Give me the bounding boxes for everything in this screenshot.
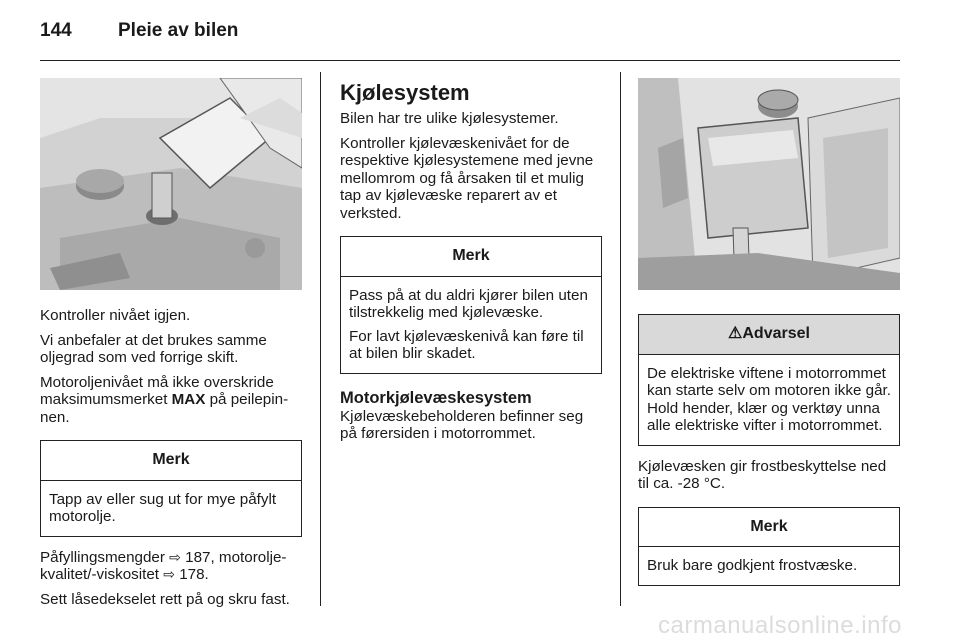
text-three-systems: Bilen har tre ulike kjølesystemer. [340,110,559,127]
text-max-mark: Motoroljenivået må ikke overskride maksimumsmerket MAX på peilepinnen. [40,373,289,426]
note-text: Bruk bare godkjent frostvæske. [647,557,858,574]
text-check-coolant: Kontroller kjølevæskenivået for de respektive kjølesystemene med jevne mellomrom og få årsaken til et mulig tap av kjølevæske reparert av et verksted. [340,134,594,222]
warning-title: ⚠Advarsel [639,315,899,355]
column-2 [340,80,602,450]
text-fill-quantities: Påfyllingsmengder ⇨ 187, motoroljekvalitet/-viskositet ⇨ 178. [40,548,287,583]
link-page-178[interactable]: 178 [179,566,205,583]
watermark: carmanualsonline.info [658,612,902,639]
note-text: Pass på at du aldri kjører bilen uten tilstrekkelig med kjølevæske. [349,286,588,321]
note-title: Merk [639,508,899,548]
subsection-heading: Motorkjølevæskesystem [340,388,532,407]
max-label: MAX [171,391,206,408]
text-check-level: Kontroller nivået igjen. [40,307,191,324]
note-box-antifreeze [638,507,900,586]
note-title: Merk [41,441,301,481]
text-oil-grade: Vi anbefaler at det brukes samme oljegrad som ved forrige skift. [40,331,267,366]
note-text: Tapp av eller sug ut for mye påfylt motorolje. [49,490,277,525]
warning-box [638,314,900,446]
text-frost-protection: Kjølevæsken gir frostbeskyttelse ned til ca. -28 °C. [638,457,887,492]
page-title: Pleie av bilen [118,20,239,41]
column-1 [40,78,302,615]
column-3 [638,78,900,586]
coolant-reservoir-illustration [638,78,900,290]
header-rule [40,60,900,61]
note-box-oil [40,440,302,537]
link-page-187[interactable]: 187 [185,548,211,566]
text-lock-cover: Sett låsedekselet rett på og skru fast. [40,590,290,608]
note-box-coolant [340,236,602,374]
note-title: Merk [341,237,601,277]
warning-text: De elektriske viftene i motorrommet kan starte selv om motoren ikke går. Hold hender, klær og verktøy unna alle elektriske vifter i motorrommet. [647,364,891,434]
ref-arrow-icon: ⇨ [169,548,181,565]
column-divider-left [320,72,321,606]
ref-arrow-icon: ⇨ [163,566,175,582]
page-number: 144 [40,20,72,41]
note-text: For lavt kjølevæskenivå kan føre til at bilen blir skadet. [349,327,584,362]
text-reservoir-location: Kjølevæskebeholderen befinner seg på førersiden i motorrommet. [340,407,584,442]
section-heading: Kjølesystem [340,80,470,105]
column-divider-right [620,72,621,606]
oil-filling-illustration [40,78,302,290]
warning-triangle-icon: ⚠ [728,325,743,342]
